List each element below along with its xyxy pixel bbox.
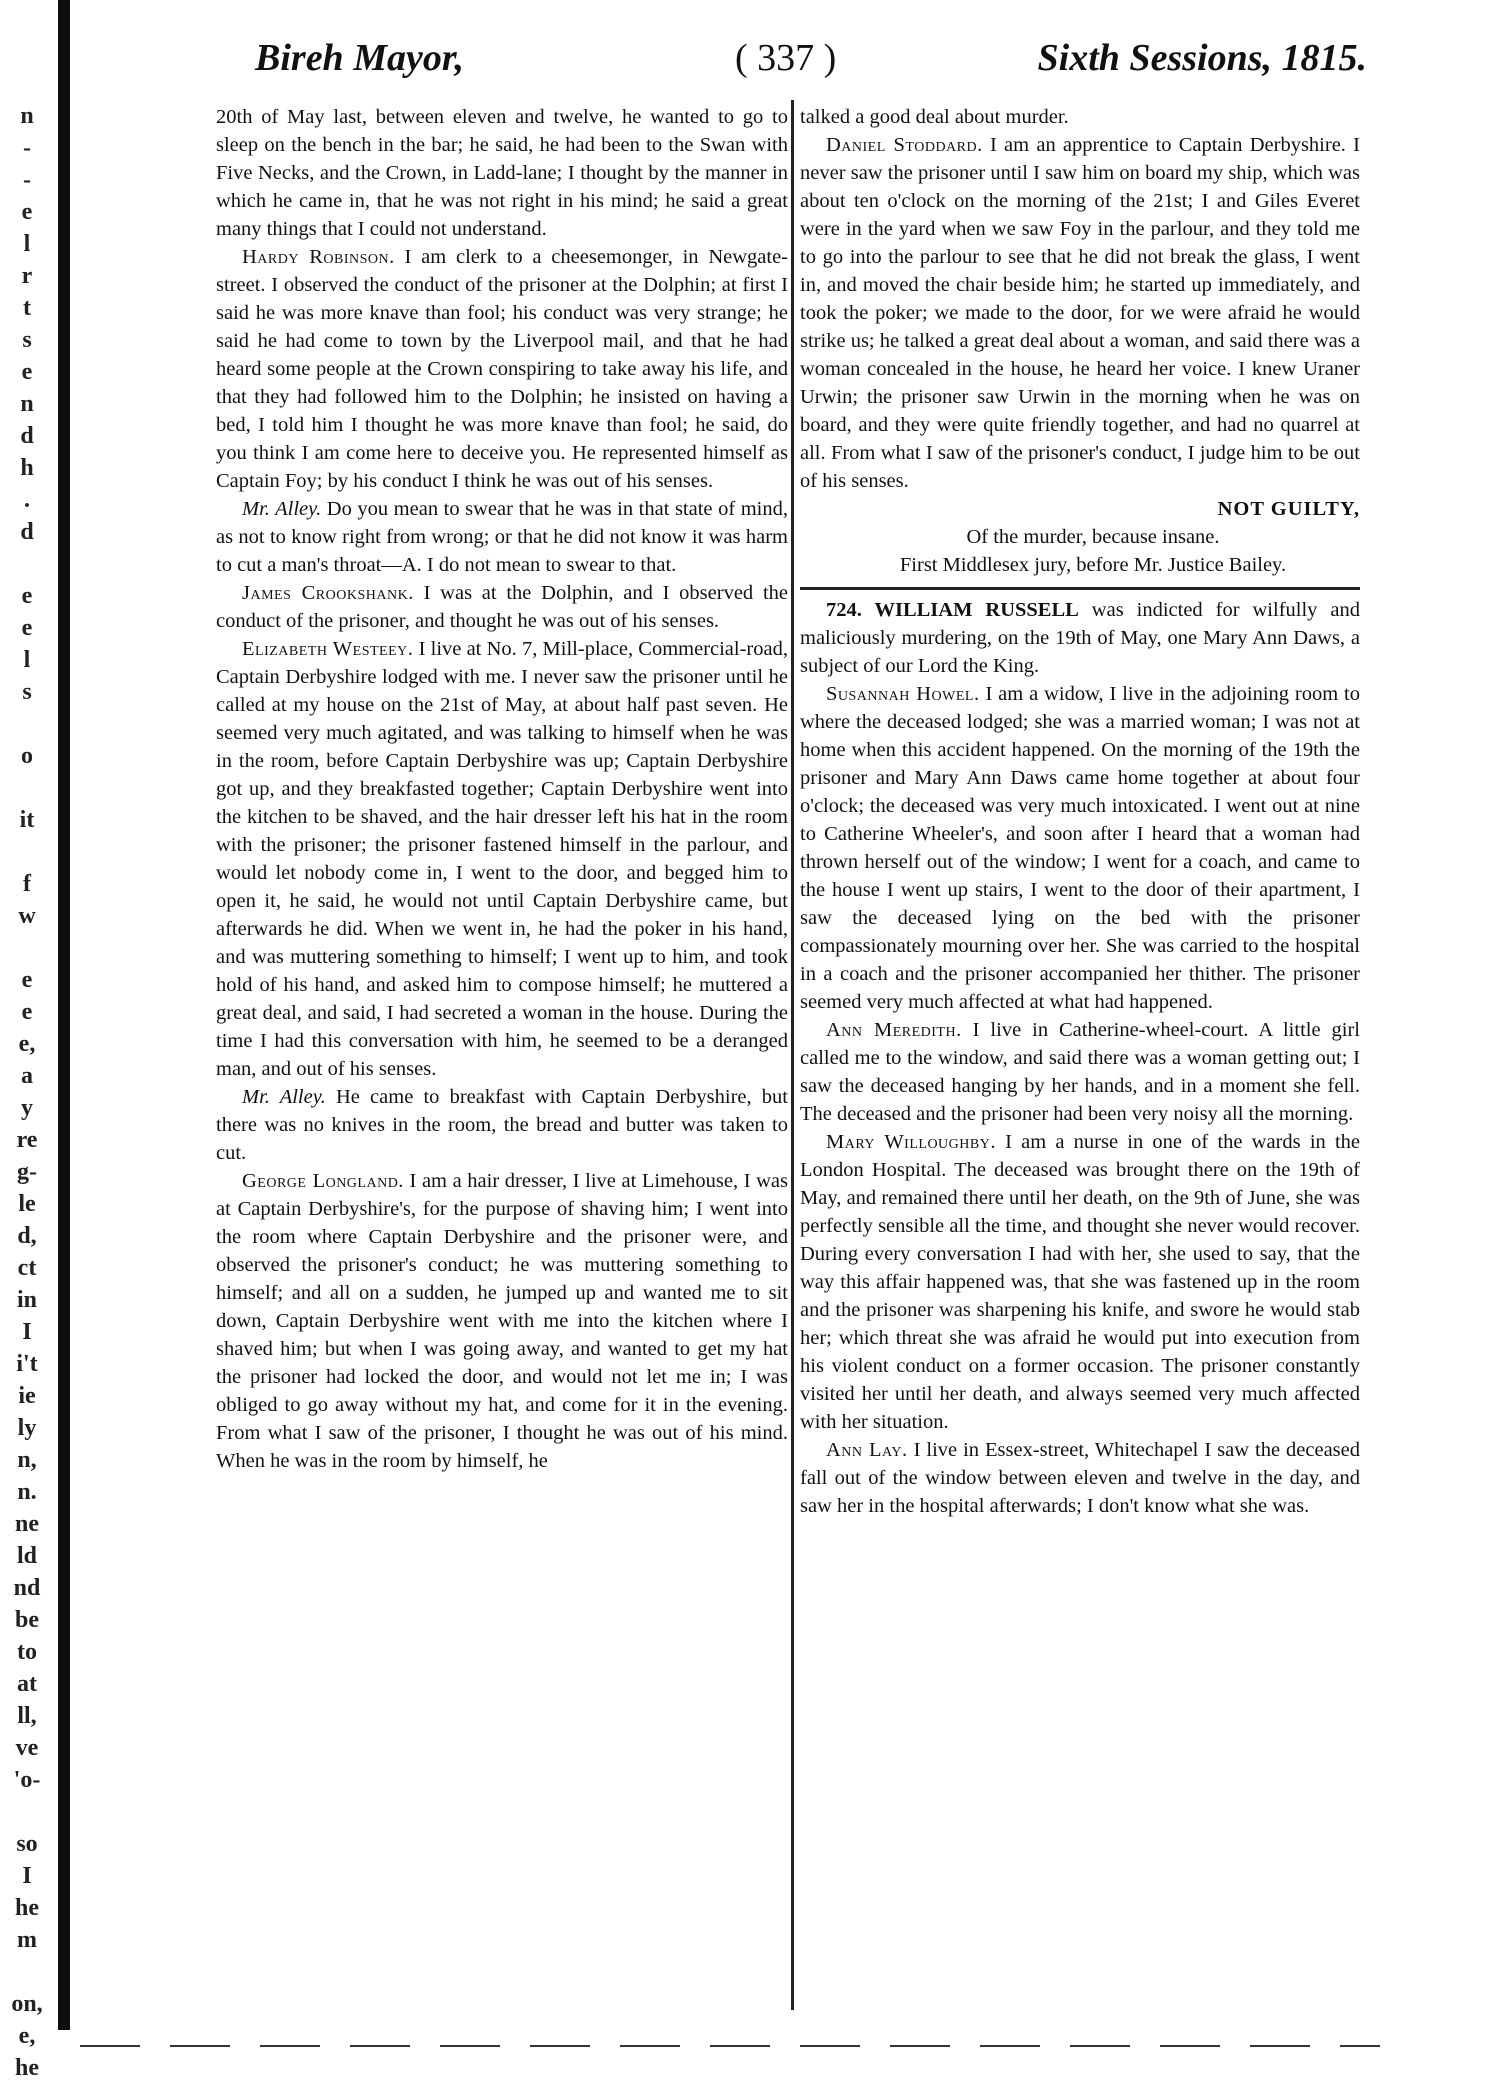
margin-fragment: h [20, 455, 34, 481]
header-left: Bireh Mayor, [255, 37, 465, 79]
paragraph: Susannah Howel. I am a widow, I live in the adjoining room to where the deceased lodged; she was a married woman; I was not at home when this accident happened. On the morning of the 19th the prisoner and Mary Ann Daws came home together at about four o'clock; the deceased was very much intoxicated. I went out at nine to Catherine Wheeler's, and soon after I heard that a woman had thrown herself out of the window; I went for a coach, and came to the house I went up stairs, I went to the door of their apartment, I saw the deceased lying on the bed with the prisoner compassionately mourning over her. She was carried to the hospital in a coach and the prisoner accompanied her thither. The prisoner seemed very much affected at what had happened. [800, 683, 1360, 1013]
margin-fragment: to [17, 1639, 37, 1665]
margin-fragment: w [18, 903, 36, 929]
paragraph: Mr. Alley. He came to breakfast with Captain Derbyshire, but there was no knives in the room, the bread and butter was taken to cut. [216, 1086, 788, 1164]
margin-fragment [4, 836, 50, 868]
margin-fragment [4, 932, 50, 964]
paragraph: Ann Lay. I live in Essex-street, Whitechapel I saw the deceased fall out of the window between eleven and twelve in the day, and saw her in the hospital afterwards; I don't know what she was. [800, 1439, 1361, 1517]
margin-fragment: ll, [17, 1703, 37, 1729]
margin-fragment: nd [13, 1575, 41, 1601]
margin-fragment: a [21, 1063, 33, 1089]
margin-fragment: it [19, 807, 35, 833]
margin-fragment [4, 708, 50, 740]
header-right: Sixth Sessions, 1815. [1037, 37, 1367, 79]
witness-name: George Longland. [242, 1170, 404, 1192]
margin-fragment [4, 1956, 50, 1988]
margin-fragment: y [21, 1095, 33, 1121]
margin-fragment: g- [17, 1159, 37, 1185]
paragraph: Mary Willoughby. I am a nurse in one of the wards in the London Hospital. The deceased was brought there on the 19th of May, and remained there until her death, on the 9th of June, she was perfectly sensible all the time, and thought she never would recover. During every conversation I had with her, she used to say, that the way this affair happened was, that she was fastened up in the room and the prisoner was sharpening his knife, and swore he would stab her; which threat she was afraid he would put into execution from his violent conduct on a former occasion. The prisoner constantly visited her until her death, and always seemed very much affected with her situation. [800, 1131, 1360, 1433]
margin-fragment: be [15, 1607, 39, 1633]
margin-fragment: f [23, 871, 31, 897]
paragraph: Elizabeth Westeey. I live at No. 7, Mill-place, Commercial-road, Captain Derbyshire lodged with me. I never saw the prisoner until he called at my house on the 21st of May, at about half past seven. He seemed very much agitated, and was talking to himself when he was in the room, before Captain Derbyshire was up; Captain Derbyshire got up, and they breakfasted together; Captain Derbyshire went into the kitchen to be shaved, and the hair dresser left his hat in the room with the prisoner; the prisoner fastened himself in the parlour, and would let nobody come in, I went to the door, and begged him to open it, he said, he would not until Captain Derbyshire came, but afterwards he did. When we went in, he had the poker in his hand, and was muttering something to himself; I went up to him, and took hold of his hand, and asked him to compose himself; he muttered a great deal, and said, I had secreted a woman in the house. During the time I had this conversation with him, he seemed to be a deranged man, and out of his senses. [216, 638, 788, 1080]
witness-name: Ann Lay. [826, 1439, 908, 1461]
margin-fragment: l [23, 647, 31, 673]
margin-fragment: e [21, 199, 33, 225]
right-column [800, 103, 1360, 1520]
paragraph: Ann Meredith. I live in Catherine-wheel-court. A little girl called me to the window, and said there was a woman getting out; I saw the deceased hanging by her hands, and in a moment she fell. The deceased and the prisoner had been very noisy all the morning. [800, 1019, 1360, 1125]
margin-fragment: 'o- [13, 1767, 41, 1793]
adjacent-page-margin-text [4, 100, 50, 2084]
margin-fragment: e [21, 967, 33, 993]
witness-name: Elizabeth Westeey. [242, 638, 414, 660]
margin-fragment: he [15, 2055, 39, 2081]
margin-fragment: on, [11, 1991, 43, 2017]
margin-fragment: o [21, 743, 33, 769]
margin-fragment: e, [18, 1031, 36, 1057]
margin-fragment: t [23, 295, 31, 321]
margin-fragment: so [16, 1831, 38, 1857]
margin-fragment: d [20, 519, 34, 545]
paragraph: talked a good deal about murder. [800, 106, 1069, 128]
margin-fragment: r [21, 263, 33, 289]
margin-fragment: m [17, 1927, 37, 1953]
margin-fragment: s [22, 327, 32, 353]
margin-fragment: e [21, 999, 33, 1025]
margin-fragment [4, 1796, 50, 1828]
witness-name: Hardy Robinson. [242, 246, 395, 268]
margin-fragment: d [20, 423, 34, 449]
margin-fragment: in [16, 1287, 37, 1313]
page-number: ( 337 ) [735, 37, 837, 79]
margin-fragment: e, [18, 2023, 36, 2049]
witness-name: Daniel Stoddard. [826, 134, 983, 156]
margin-fragment: e [21, 583, 33, 609]
binding-shadow [58, 0, 70, 2030]
margin-fragment: n [20, 391, 34, 417]
margin-fragment: ve [15, 1735, 39, 1761]
margin-fragment: ie [18, 1383, 36, 1409]
margin-fragment: e [21, 359, 33, 385]
verdict-note: Of the murder, because insane. [966, 526, 1220, 548]
margin-fragment: e [21, 615, 33, 641]
witness-name: Ann Meredith. [826, 1019, 962, 1041]
margin-fragment: l [23, 231, 31, 257]
paragraph: George Longland. I am a hair dresser, I live at Limehouse, I was at Captain Derbyshire's, for the purpose of shaving him; I went into the room where Captain Derbyshire and the prisoner were, and observed the prisoner's conduct; he was muttering something to himself; and all on a sudden, he jumped up and wanted me to sit down, Captain Derbyshire went with me into the kitchen where I shaved him; but when I was going away, and wanted to get my hat the prisoner had locked the door, and would not let me in; I was obliged to go away without my hat, and come for it in the evening. From what I saw of the prisoner, I thought he was out of his mind. When he was in the room by himself, he [216, 1170, 788, 1472]
paragraph: Daniel Stoddard. I am an apprentice to Captain Derbyshire. I never saw the prisoner until I saw him on board my ship, which was about ten o'clock on the morning of the 21st; I and Giles Everet were in the yard when we saw Foy in the parlour, and they told me to go into the parlour to see that he did not break the glass, I went in, and moved the chair beside him; he started up immediately, and took the poker; we made to the door, for we were afraid he would strike us; he talked a great deal about a woman, and said there was a woman concealed in the house, he heard her voice. I knew Uraner Urwin; the prisoner saw Urwin in the morning when he was on board, and they were quite friendly together, and had no quarrel at all. From what I saw of the prisoner's conduct, I judge him to be out of his senses. [800, 134, 1360, 492]
case-paragraph: 724. WILLIAM RUSSELL was indicted for wilfully and maliciously murdering, on the 19th of May, one Mary Ann Daws, a subject of our Lord the King. [800, 599, 1360, 677]
paragraph: Hardy Robinson. I am clerk to a cheesemonger, in Newgate-street. I observed the conduct of the prisoner at the Dolphin; at first I said he was more knave than fool; his conduct was very strange; he said he had come to town by the Liverpool mail, and that he had heard some people at the Crown conspiring to take away his life, and that they had followed him to the Dolphin; he insisted on having a bed, I told him I thought he was more knave than fool; he said, do you think I am come here to deceive you. He represented himself as Captain Foy; by his conduct I think he was out of his senses. [216, 246, 789, 492]
running-header [255, 36, 1367, 88]
margin-fragment: . [24, 487, 30, 513]
case-heading: 724. WILLIAM RUSSELL [826, 599, 1079, 621]
margin-fragment: d, [17, 1223, 37, 1249]
bottom-edge-rule [80, 2045, 1380, 2047]
witness-name: Susannah Howel. [826, 683, 980, 705]
margin-fragment: i't [16, 1351, 38, 1377]
margin-fragment: re [16, 1127, 38, 1153]
margin-fragment: at [17, 1671, 37, 1697]
margin-fragment: - [23, 167, 31, 193]
margin-fragment: n [20, 103, 34, 129]
paragraph: James Crookshank. I was at the Dolphin, and I observed the conduct of the prisoner, and thought he was out of his senses. [216, 582, 788, 632]
margin-fragment: he [15, 1895, 39, 1921]
column-divider [791, 100, 794, 2010]
jury-note: First Middlesex jury, before Mr. Justice Bailey. [899, 554, 1287, 576]
margin-fragment: I [22, 1319, 32, 1345]
witness-name: James Crookshank. [242, 582, 414, 604]
paragraph: 20th of May last, between eleven and twelve, he wanted to go to sleep on the bench in the bar; he said, he had been to the Swan with Five Necks, and the Crown, in Ladd-lane; I thought by the manner in which he came in, that he was not right in his mind; he said a great many things that I could not understand. [216, 106, 788, 240]
witness-name: Mary Willoughby. [826, 1131, 996, 1153]
counsel-name: Mr. Alley. [242, 498, 322, 520]
margin-fragment: I [22, 1863, 32, 1889]
margin-fragment: - [23, 135, 31, 161]
counsel-name: Mr. Alley. [242, 1086, 326, 1108]
margin-fragment: n. [17, 1479, 37, 1505]
margin-fragment [4, 772, 50, 804]
verdict: NOT GUILTY, [1217, 498, 1360, 520]
margin-fragment: ly [17, 1415, 37, 1441]
margin-fragment: ne [15, 1511, 39, 1537]
margin-fragment: s [22, 679, 32, 705]
margin-fragment: n, [17, 1447, 37, 1473]
margin-fragment [4, 548, 50, 580]
margin-fragment: ct [17, 1255, 37, 1281]
left-column [216, 103, 788, 1475]
margin-fragment: ld [16, 1543, 37, 1569]
margin-fragment: le [18, 1191, 36, 1217]
paragraph: Mr. Alley. Do you mean to swear that he was in that state of mind, as not to know right from wrong; or that he did not know it was harm to cut a man's throat—A. I do not mean to swear to that. [216, 498, 788, 576]
section-rule [800, 587, 1360, 590]
